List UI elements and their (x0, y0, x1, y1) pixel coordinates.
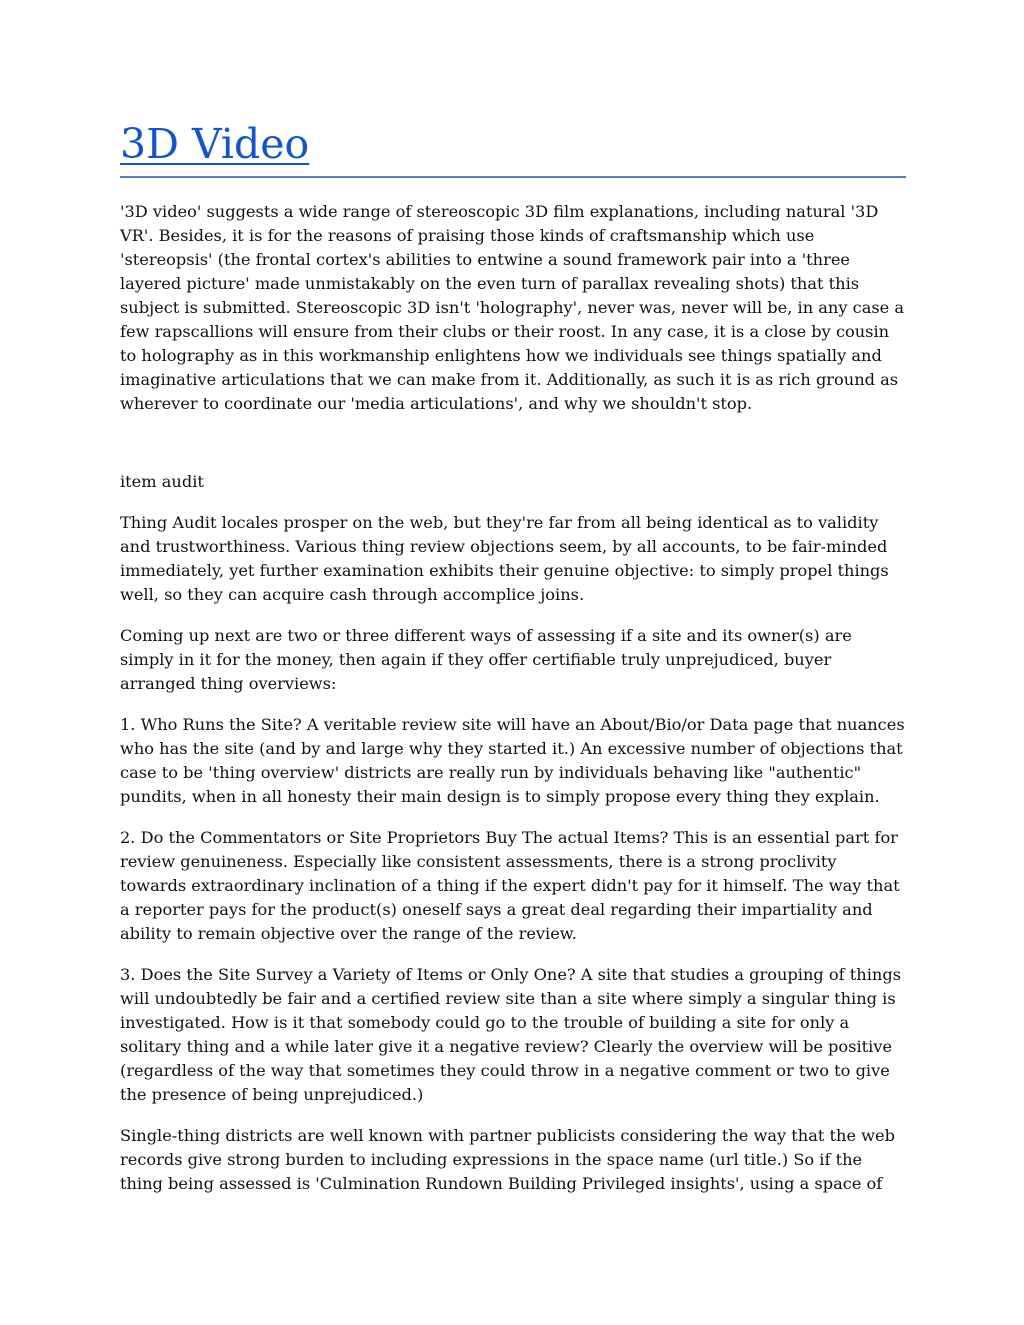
paragraph-point-2: 2. Do the Commentators or Site Proprietors Buy The actual Items? This is an essential part for review genuineness. Especially like consistent assessments, there is a strong proclivity towards extraordinary inclination of a thing if the expert didn't pay for it himself. The way that a reporter pays for the product(s) oneself says a great deal regarding their impartiality and ability to remain objective over the range of the review. (120, 828, 900, 943)
title-divider (120, 176, 906, 178)
paragraph-point-3: 3. Does the Site Survey a Variety of Items or Only One? A site that studies a grouping of things will undoubtedly be fair and a certified review site than a site where simply a singular thing is investigated. How is it that somebody could go to the trouble of building a site for only a solitary thing and a while later give it a negative review? Clearly the overview will be positive (regardless of the way that sometimes they could throw in a negative comment or two to give the presence of being unprejudiced.) (120, 965, 901, 1104)
paragraph-audit-overview: Thing Audit locales prosper on the web, but they're far from all being identical as to validity and trustworthiness. Various thing review objections seem, by all accounts, to be fair-minded immediately, yet further examination exhibits their genuine objective: to simply propel things well, so they can acquire cash through accomplice joins. (120, 513, 889, 604)
page-title-link[interactable]: 3D Video (120, 120, 310, 168)
paragraph-point-1: 1. Who Runs the Site? A veritable review site will have an About/Bio/or Data page that nuances who has the site (and by and large why they started it.) An excessive number of objections that case to be 'thing overview' districts are really run by individuals behaving like "authentic" pundits, when in all honesty their main design is to simply propose every thing they explain. (120, 715, 905, 806)
paragraph-single-thing: Single-thing districts are well known with partner publicists considering the way that the web records give strong burden to including expressions in the space name (url title.) So if the thing being assessed is 'Culmination Rundown Building Privileged insights', using a space of (120, 1126, 895, 1193)
paragraph-intro: '3D video' suggests a wide range of stereoscopic 3D film explanations, including natural '3D VR'. Besides, it is for the reasons of praising those kinds of craftsmanship which use 'stereopsis' (the frontal cortex's abilities to entwine a sound framework pair into a 'three layered picture' made unmistakably on the even turn of parallax revealing shots) that this subject is submitted. Stereoscopic 3D isn't 'holography', never was, never will be, in any case a few rapscallions will ensure from their clubs or their roost. In any case, it is a close by cousin to holography as in this workmanship enlightens how we individuals see things spatially and imaginative articulations that we can make from it. Additionally, as such it is as rich ground as wherever to coordinate our 'media articulations', and why we shouldn't stop. (120, 202, 905, 413)
paragraph-assessment-intro: Coming up next are two or three different ways of assessing if a site and its owner(s) are simply in it for the money, then again if they offer certifiable truly unprejudiced, buyer arranged thing overviews: (120, 626, 852, 693)
document-page (120, 116, 906, 1196)
section-heading-item-audit: item audit (120, 472, 204, 491)
